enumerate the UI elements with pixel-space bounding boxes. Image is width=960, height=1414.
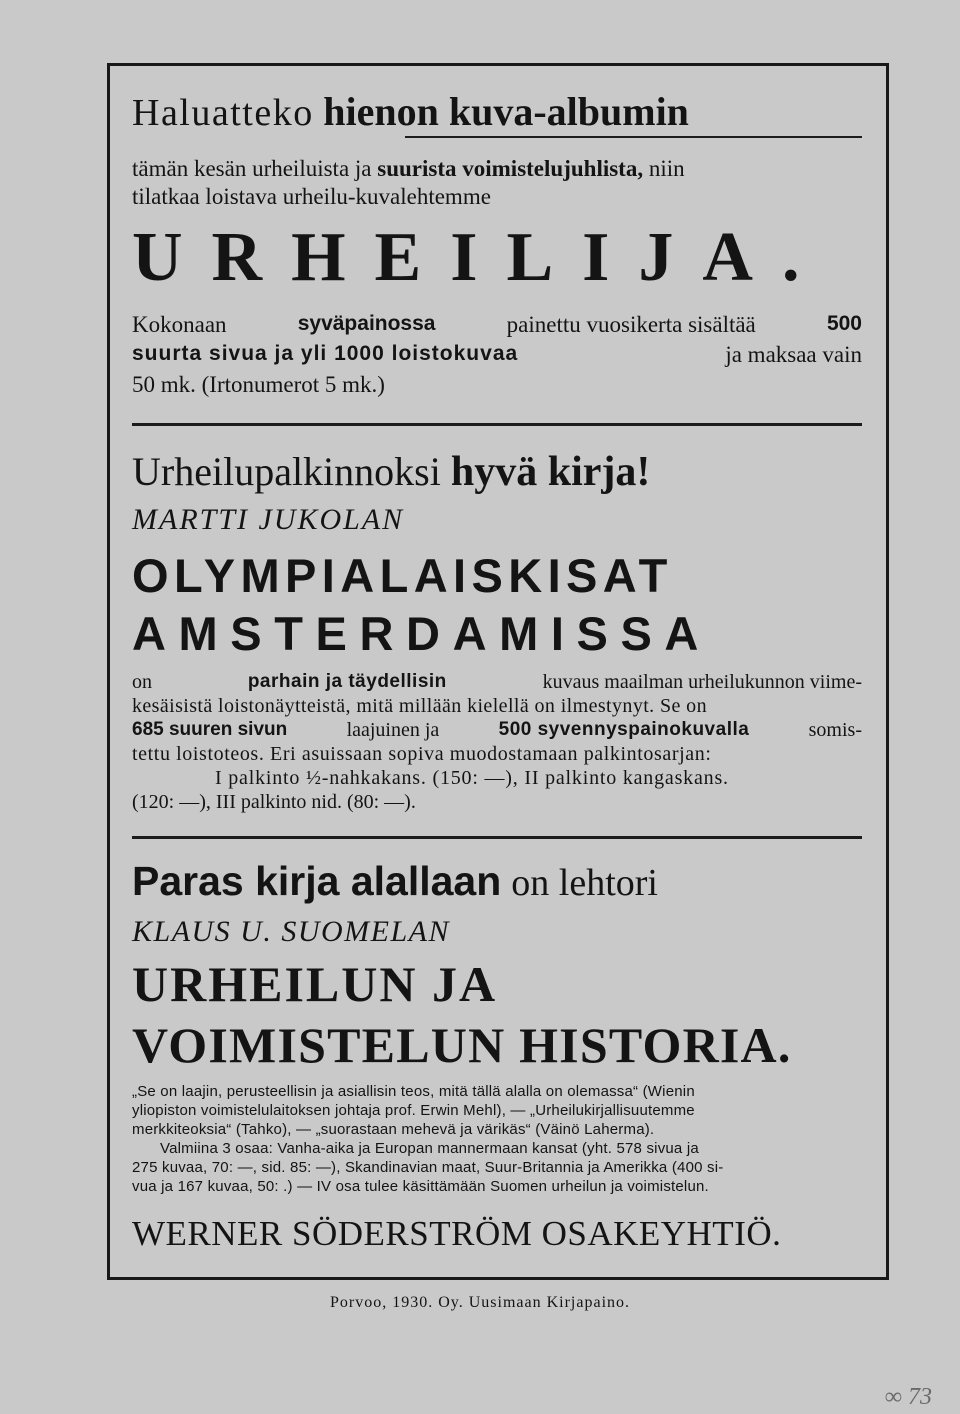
ad2-text-line3: [132, 719, 862, 742]
ad1-desc-line3: 50 mk. (Irtonumerot 5 mk.): [132, 372, 385, 397]
ad1-desc1-bold: syväpainossa: [297, 312, 436, 335]
ad2-l3-a: 685 suuren sivun: [132, 719, 288, 740]
ad1-heading-bold: hienon kuva-albumin: [323, 89, 689, 134]
ad2-l1-bold: parhain ja täydellisin: [247, 671, 447, 692]
ad1-line1-a: tämän kesän urheiluista ja: [132, 156, 372, 181]
ad2-text-line6: (120: —), III palkinto nid. (80: —).: [132, 791, 416, 813]
ad3-quote-line6: vua ja 167 kuvaa, 50: .) — IV osa tulee käsittämään Suomen urheilun ja voimistelun.: [132, 1178, 709, 1195]
ad1-desc2-bold: suurta sivua ja yli 1000 loistokuvaa: [132, 342, 519, 365]
divider-1: [132, 423, 862, 426]
ad2-heading-plain: Urheilupalkinnoksi: [132, 449, 441, 494]
ad1-desc-line1: [132, 312, 862, 338]
ad1-desc1-a: Kokonaan: [132, 312, 227, 337]
ad3-quote-line4: Valmiina 3 osaa: Vanha-aika ja Europan mannermaan kansat (yht. 578 sivua ja: [160, 1140, 699, 1157]
ad2-book-title-1: OLYMPIALAISKISAT: [132, 549, 673, 602]
ad2-book-title-2: AMSTERDAMISSA: [132, 607, 711, 660]
ad1-line1: [132, 156, 862, 182]
ad3-book-title-1: URHEILUN JA: [132, 956, 498, 1012]
ad1-heading: [132, 88, 862, 135]
ad2-text-line5: I palkinto ½-nahkakans. (150: —), II palkinto kangaskans.: [215, 767, 729, 789]
ad2-text-line2: kesäisistä loistonäytteistä, mitä millään kielellä on ilmestynyt. Se on: [132, 695, 707, 717]
ad1-heading-plain: Haluatteko: [132, 92, 314, 134]
ad2-l3-b: laajuinen ja: [346, 719, 440, 741]
ad2-text-line4: tettu loistoteos. Eri asuissaan sopiva muodostamaan palkintosarjan:: [132, 743, 712, 765]
ad2-text-line1: [132, 671, 862, 694]
ad1-desc1-number: 500: [826, 312, 862, 335]
ad1-heading-underline: [405, 136, 862, 138]
ad2-heading: [132, 448, 862, 496]
ad1-line1-c: niin: [648, 156, 685, 181]
ad3-quote-line5: 275 kuvaa, 70: —, sid. 85: —), Skandinavian maat, Suur-Britannia ja Amerikka (400 si-: [132, 1159, 724, 1176]
publisher-name: WERNER SÖDERSTRÖM OSAKEYHTIÖ.: [132, 1214, 782, 1253]
ad1-desc-line2: [132, 342, 862, 368]
ad2-l1-c: kuvaus maailman urheilukunnon viime-: [542, 671, 862, 693]
ad3-quote-line1: „Se on laajin, perusteellisin ja asiallisin teos, mitä tällä alalla on olemassa“ (Wienin: [132, 1083, 695, 1100]
ad3-heading-bold: Paras kirja alallaan: [132, 858, 502, 904]
ad2-l1-a: on: [132, 671, 152, 693]
printer-imprint: Porvoo, 1930. Oy. Uusimaan Kirjapaino.: [329, 1294, 631, 1311]
ad2-heading-bold: hyvä kirja!: [450, 449, 651, 495]
ad2-author: MARTTI JUKOLAN: [132, 503, 405, 536]
ad1-line1-bold: suurista voimistelujuhlista,: [377, 156, 644, 181]
ad2-l3-c: 500 syvennyspainokuvalla: [498, 719, 750, 740]
ad3-quote-line2: yliopiston voimistelulaitoksen johtaja prof. Erwin Mehl), — „Urheilukirjallisuutemme: [132, 1102, 695, 1119]
ad3-quote-line3: merkkiteoksia“ (Tahko), — „suorastaan mehevä ja värikäs“ (Väinö Laherma).: [132, 1121, 655, 1138]
ad1-line2: tilatkaa loistava urheilu-kuvalehtemme: [132, 184, 491, 209]
page-number-handwritten: ∞ 73: [884, 1384, 932, 1410]
divider-2: [132, 836, 862, 839]
ad3-author: KLAUS U. SUOMELAN: [132, 915, 451, 948]
magazine-title: URHEILIJA.: [132, 219, 829, 296]
ad3-heading-plain: on lehtori: [511, 862, 658, 904]
ad3-heading: [132, 858, 862, 905]
ad2-l3-d: somis-: [808, 719, 862, 741]
ad1-desc1-c: painettu vuosikerta sisältää: [506, 312, 756, 337]
ad1-desc2-b: ja maksaa vain: [725, 342, 862, 367]
ad3-book-title-2: VOIMISTELUN HISTORIA.: [132, 1017, 792, 1073]
